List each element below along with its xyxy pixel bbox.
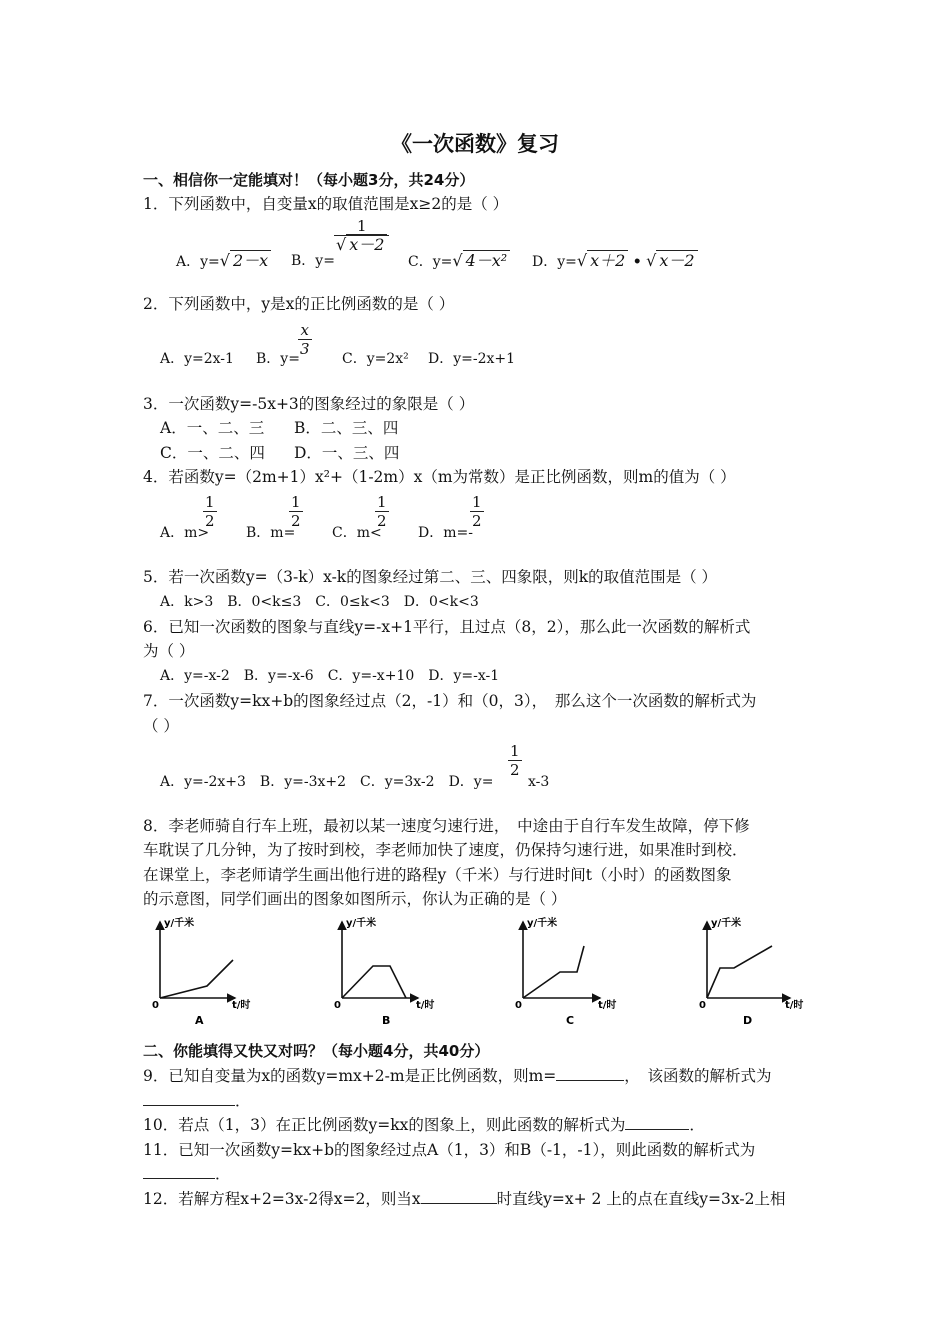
graph-c-xlabel: t/时 <box>598 1000 617 1011</box>
q6-stem-1: 6．已知一次函数的图象与直线y=-x+1平行，且过点（8，2），那么此一次函数的解析式 <box>143 618 751 636</box>
q2-option-d: D．y=-2x+1 <box>428 351 516 367</box>
q11-blank[interactable] <box>143 1164 215 1179</box>
graph-a-label: A <box>195 1014 204 1027</box>
q1-b-fraction: $\frac{1}{√ x-2}$ <box>334 217 389 254</box>
q7-stem-2: （ ） <box>143 717 179 735</box>
q2-option-c: C．y=2x² <box>342 351 409 367</box>
q9-blank-m[interactable] <box>556 1066 624 1081</box>
graph-a-ylabel: y/千米 <box>164 918 195 929</box>
graph-c-origin: 0 <box>515 1000 522 1011</box>
graph-a-xlabel: t/时 <box>232 1000 251 1011</box>
q8-line-4: 的示意图，同学们画出的图象如图所示，你认为正确的是（ ） <box>143 890 567 908</box>
graph-d-ylabel: y/千米 <box>711 918 742 929</box>
q10-line: 10．若点（1，3）在正比例函数y=kx的图象上，则此函数的解析式为 ． <box>143 1116 705 1134</box>
q9-line-2: ． <box>143 1091 251 1111</box>
graph-b-origin: 0 <box>334 1000 341 1011</box>
graph-c-ylabel: y/千米 <box>527 918 558 929</box>
q8-line-3: 在课堂上，李老师请学生画出他行进的路程y（千米）与行进时间t（小时）的函数图象 <box>143 866 732 884</box>
q4-d-fraction: $\frac{1}{2}$ <box>472 493 482 530</box>
graph-b-label: B <box>382 1014 391 1027</box>
q1-option-b: B．y= <box>291 253 335 269</box>
q4-option-b: B．m= <box>246 525 296 541</box>
graph-a <box>160 922 235 998</box>
q8-graphs <box>140 910 810 1030</box>
q4-c-fraction: $\frac{1}{2}$ <box>377 493 387 530</box>
q3-option-b: B．二、三、四 <box>294 419 399 437</box>
q3-stem: 3．一次函数y=-5x+3的图象经过的象限是（ ） <box>143 395 475 413</box>
graph-d-origin: 0 <box>699 1000 706 1011</box>
q2-stem: 2．下列函数中，y是x的正比例函数的是（ ） <box>143 295 455 313</box>
q6-stem-2: 为（ ） <box>143 642 195 660</box>
sqrt-symbol: √ 2－x <box>220 250 271 270</box>
q9-line-1: 9．已知自变量为x的函数y=mx+2-m是正比例函数，则m= ， 该函数的解析式为 <box>143 1067 772 1085</box>
q7-d-tail: x-3 <box>528 774 550 790</box>
graph-b-ylabel: y/千米 <box>346 918 377 929</box>
section-2-header: 二、你能填得又快又对吗？（每小题4分，共40分） <box>143 1042 490 1060</box>
q1-option-d: D．y=√ x＋2 • √ x－2 <box>532 252 698 271</box>
q3-option-d: D．一、三、四 <box>294 444 400 462</box>
q8-line-1: 8．李老师骑自行车上班，最初以某一速度匀速行进， 中途由于自行车发生故障，停下修 <box>143 817 750 835</box>
q4-a-fraction: $\frac{1}{2}$ <box>205 493 215 530</box>
q1-option-a: A．y=√ 2－x <box>176 252 271 271</box>
q8-line-2: 车耽误了几分钟，为了按时到校，李老师加快了速度，仍保持匀速行进，如果准时到校． <box>143 841 748 859</box>
graph-a-origin: 0 <box>152 1000 159 1011</box>
q12-blank[interactable] <box>421 1189 497 1204</box>
q4-stem: 4．若函数y=（2m+1）x²+（1-2m）x（m为常数）是正比例函数，则m的值为（ ） <box>143 468 736 486</box>
q5-stem: 5．若一次函数y=（3-k）x-k的图象经过第二、三、四象限，则k的取值范围是（ ） <box>143 568 718 586</box>
graph-d-xlabel: t/时 <box>785 1000 804 1011</box>
graph-d-label: D <box>743 1014 753 1027</box>
q5-options: A．k>3 B．0<k≤3 C．0≤k<3 D．0<k<3 <box>160 594 479 610</box>
q10-blank[interactable] <box>625 1115 689 1130</box>
q4-b-fraction: $\frac{1}{2}$ <box>291 493 301 530</box>
q4-option-a: A．m> <box>160 525 210 541</box>
q2-option-b: B．y= <box>256 351 300 367</box>
q2-b-fraction: $\frac{x}{3}$ <box>300 321 310 358</box>
q4-option-d: D．m=- <box>418 525 473 541</box>
q7-options: A．y=-2x+3 B．y=-3x+2 C．y=3x-2 D．y= <box>160 774 494 790</box>
graph-d <box>707 922 790 998</box>
q12-line: 12．若解方程x+2=3x-2得x=2，则当x 时直线y=x+ 2 上的点在直线y=3x-2上相 <box>143 1190 786 1208</box>
q6-options: A．y=-x-2 B．y=-x-6 C．y=-x+10 D．y=-x-1 <box>160 668 500 684</box>
graph-c <box>523 922 600 998</box>
q2-option-a: A．y=2x-1 <box>160 351 234 367</box>
graph-b-xlabel: t/时 <box>416 1000 435 1011</box>
q7-stem-1: 7．一次函数y=kx+b的图象经过点（2，-1）和（0，3）， 那么这个一次函数的解析式为 <box>143 692 757 710</box>
q1-stem: 1．下列函数中，自变量x的取值范围是x≥2的是（ ） <box>143 195 509 213</box>
q7-d-fraction: $\frac{1}{2}$ <box>510 742 520 779</box>
q3-option-c: C．一、二、四 <box>160 444 265 462</box>
q3-option-a: A．一、二、三 <box>160 419 265 437</box>
q11-line-1: 11．已知一次函数y=kx+b的图象经过点A（1，3）和B（-1，-1），则此函数的解析式为 <box>143 1141 756 1159</box>
page-title: 《一次函数》复习 <box>391 132 559 156</box>
graph-b <box>342 922 418 998</box>
q9-blank-expression[interactable] <box>143 1091 235 1106</box>
q1-option-c: C．y=√ 4－x² <box>408 252 510 271</box>
section-1-header: 一、相信你一定能填对！（每小题3分，共24分） <box>143 171 475 189</box>
graph-c-label: C <box>566 1014 575 1027</box>
q11-line-2: ． <box>143 1164 231 1184</box>
q4-option-c: C．m< <box>332 525 382 541</box>
